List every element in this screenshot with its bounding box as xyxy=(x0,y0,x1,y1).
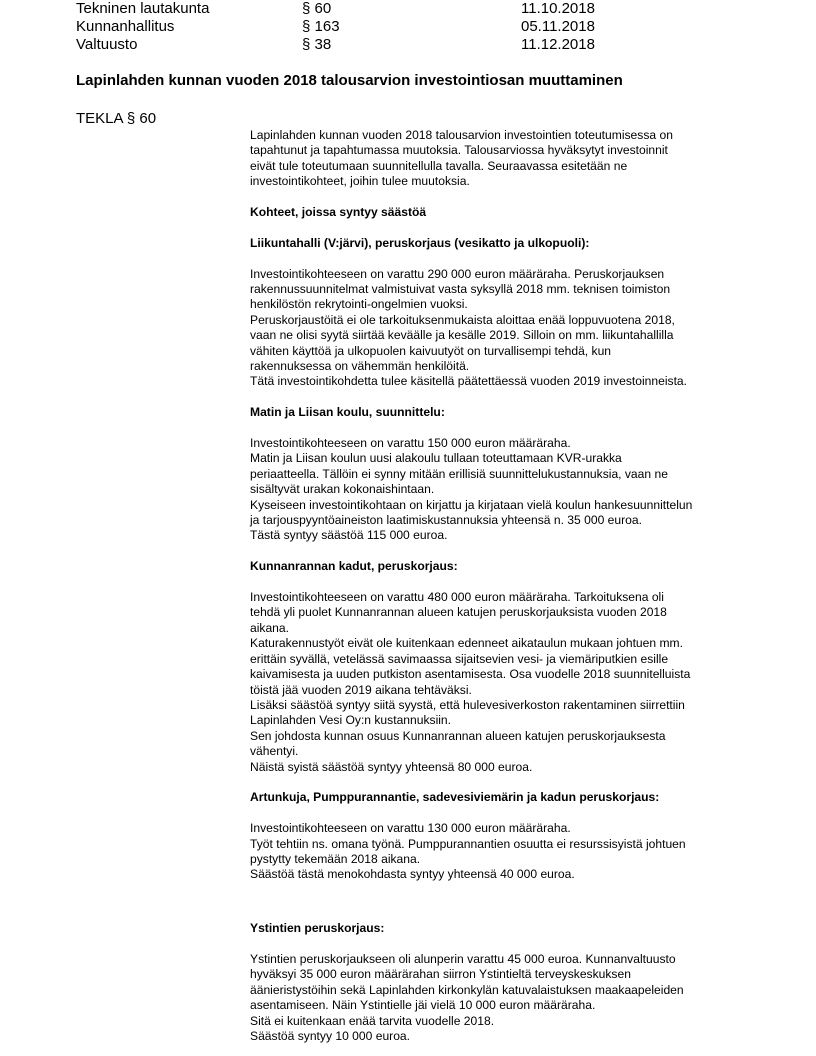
header-row-council xyxy=(76,36,776,54)
section-heading: Artunkuja, Pumppurannantie, sadevesiviemärin ja kadun peruskorjaus: xyxy=(250,790,660,805)
section-line: Sen johdosta kunnan osuus Kunnanrannan alueen katujen peruskorjauksesta xyxy=(250,728,666,743)
header-body-name: Tekninen lautakunta xyxy=(76,0,210,17)
intro-line: eivät tule toteutumaan suunnitellulla tavalla. Seuraavassa esitetään ne xyxy=(250,158,628,173)
section-heading: Liikuntahalli (V:järvi), peruskorjaus (vesikatto ja ulkopuoli): xyxy=(250,235,590,250)
section-line: vähiten käyttöä ja ulkopuolen kaivuutyöt on turvallisempi tehdä, kun xyxy=(250,343,612,358)
section-line: Kyseiseen investointikohtaan on kirjattu ja kirjataan vielä koulun hankesuunnittelun xyxy=(250,497,693,512)
section-line: rakennussuunnitelmat valmistuivat vasta syksyllä 2018 mm. teknisen toimiston xyxy=(250,282,671,297)
section-line: Säästöä syntyy 10 000 euroa. xyxy=(250,1028,411,1043)
section-body xyxy=(250,267,750,390)
section-line: Peruskorjaustöitä ei ole tarkoituksenmukaista aloittaa enää loppuvuotena 2018, xyxy=(250,312,675,327)
document-body xyxy=(250,128,750,1044)
section-line: Investointikohteeseen on varattu 150 000 euron määräraha. xyxy=(250,436,571,451)
section-line: Matin ja Liisan koulun uusi alakoulu tullaan toteuttamaan KVR-urakka xyxy=(250,451,622,466)
section-line: tehdä yli puolet Kunnanrannan alueen katujen peruskorjauksista vuoden 2018 xyxy=(250,605,667,620)
section-line: Työt tehtiin ns. omana työnä. Pumppurannantien osuutta ei resurssisyistä johtuen xyxy=(250,836,686,851)
section-body xyxy=(250,821,750,883)
section-line: sisältyvät urakan kokonaishintaan. xyxy=(250,482,435,497)
section-line: Ystintien peruskorjaukseen oli alunperin varattu 45 000 euroa. Kunnanvaltuusto xyxy=(250,951,676,966)
header-date: 05.11.2018 xyxy=(521,18,595,35)
intro-line: Lapinlahden kunnan vuoden 2018 talousarvion investointien toteutumisessa on xyxy=(250,128,673,142)
header-section-number: § 60 xyxy=(302,0,332,17)
section-line: Tästä syntyy säästöä 115 000 euroa. xyxy=(250,528,448,543)
section-line: henkilöstön rekrytointi-ongelmien vuoksi. xyxy=(250,297,468,312)
section-line: hyväksyi 35 000 euron määrärahan siirron Ystintieltä terveyskeskuksen xyxy=(250,967,631,982)
header-section-number: § 163 xyxy=(302,18,340,35)
header-body-name: Kunnanhallitus xyxy=(76,18,175,35)
document-title: Lapinlahden kunnan vuoden 2018 talousarvion investointiosan muuttaminen xyxy=(76,72,623,89)
intro-paragraph xyxy=(250,128,750,190)
section-line: Katurakennustyöt eivät ole kuitenkaan edenneet aikataulun mukaan johtuen mm. xyxy=(250,636,683,651)
section-line: rakennuksessa on vähemmän henkilöitä. xyxy=(250,359,470,374)
section-line: pystytty tekemään 2018 aikana. xyxy=(250,851,421,866)
header-date: 11.12.2018 xyxy=(521,36,595,53)
section-body xyxy=(250,590,750,775)
section-body xyxy=(250,436,750,544)
tekla-section-label: TEKLA § 60 xyxy=(76,110,157,127)
header-row-technical-board xyxy=(76,0,776,18)
section-line: vähentyi. xyxy=(250,744,299,759)
section-line: vaan ne olisi syytä siirtää keväälle ja kesälle 2019. Silloin on mm. liikuntahallilla xyxy=(250,328,674,343)
section-line: Investointikohteeseen on varattu 290 000 euron määräraha. Peruskorjauksen xyxy=(250,266,665,281)
intro-line: investointikohteet, joihin tulee muutoksia. xyxy=(250,174,470,189)
section-line: äänieristystöihin sekä Lapinlahden kirkonkylän katuvalaistuksen maakaapeleiden xyxy=(250,982,684,997)
section-heading: Kunnanrannan kadut, peruskorjaus: xyxy=(250,559,458,574)
section-line: Lapinlahden Vesi Oy:n kustannuksiin. xyxy=(250,713,452,728)
section-heading: Matin ja Liisan koulu, suunnittelu: xyxy=(250,405,445,420)
section-line: Säästöä tästä menokohdasta syntyy yhteensä 40 000 euroa. xyxy=(250,867,575,882)
section-line: töistä jää vuoden 2019 aikana tehtäväksi. xyxy=(250,682,472,697)
section-line: Sitä ei kuitenkaan enää tarvita vuodelle 2018. xyxy=(250,1013,495,1028)
header-body-name: Valtuusto xyxy=(76,36,138,53)
section-body xyxy=(250,952,750,1044)
section-line: Tätä investointikohdetta tulee käsitellä päätettäessä vuoden 2019 investoinneista. xyxy=(250,374,688,389)
intro-line: tapahtunut ja tapahtumassa muutoksia. Talousarviossa hyväksytyt investoinnit xyxy=(250,143,668,158)
header-date: 11.10.2018 xyxy=(521,0,595,17)
section-line: asentamiseen. Näin Ystintielle jäi vielä 10 000 euron määräraha. xyxy=(250,998,596,1013)
header-row-municipal-board xyxy=(76,18,776,36)
section-line: ja tarjouspyyntöaineiston laatimiskustannuksia yhteensä n. 35 000 euroa. xyxy=(250,513,642,528)
section-line: kaivamisesta ja uuden putkiston asentamisesta. Osa vuodelle 2018 suunnitelluista xyxy=(250,667,691,682)
section-line: erittäin syvällä, vetelässä savimaassa sijaitsevien vesi- ja viemäriputkien esille xyxy=(250,651,669,666)
savings-heading: Kohteet, joissa syntyy säästöä xyxy=(250,205,427,220)
section-line: Lisäksi säästöä syntyy siitä syystä, että hulevesiverkoston rakentaminen siirrettiin xyxy=(250,697,685,712)
section-line: Näistä syistä säästöä syntyy yhteensä 80 000 euroa. xyxy=(250,759,533,774)
section-line: Investointikohteeseen on varattu 480 000 euron määräraha. Tarkoituksena oli xyxy=(250,590,664,605)
section-line: Investointikohteeseen on varattu 130 000 euron määräraha. xyxy=(250,821,571,836)
section-heading: Ystintien peruskorjaus: xyxy=(250,921,385,936)
section-line: aikana. xyxy=(250,620,289,635)
section-line: periaatteella. Tällöin ei synny mitään erillisiä suunnittelukustannuksia, vaan ne xyxy=(250,466,668,481)
header-section-number: § 38 xyxy=(302,36,332,53)
